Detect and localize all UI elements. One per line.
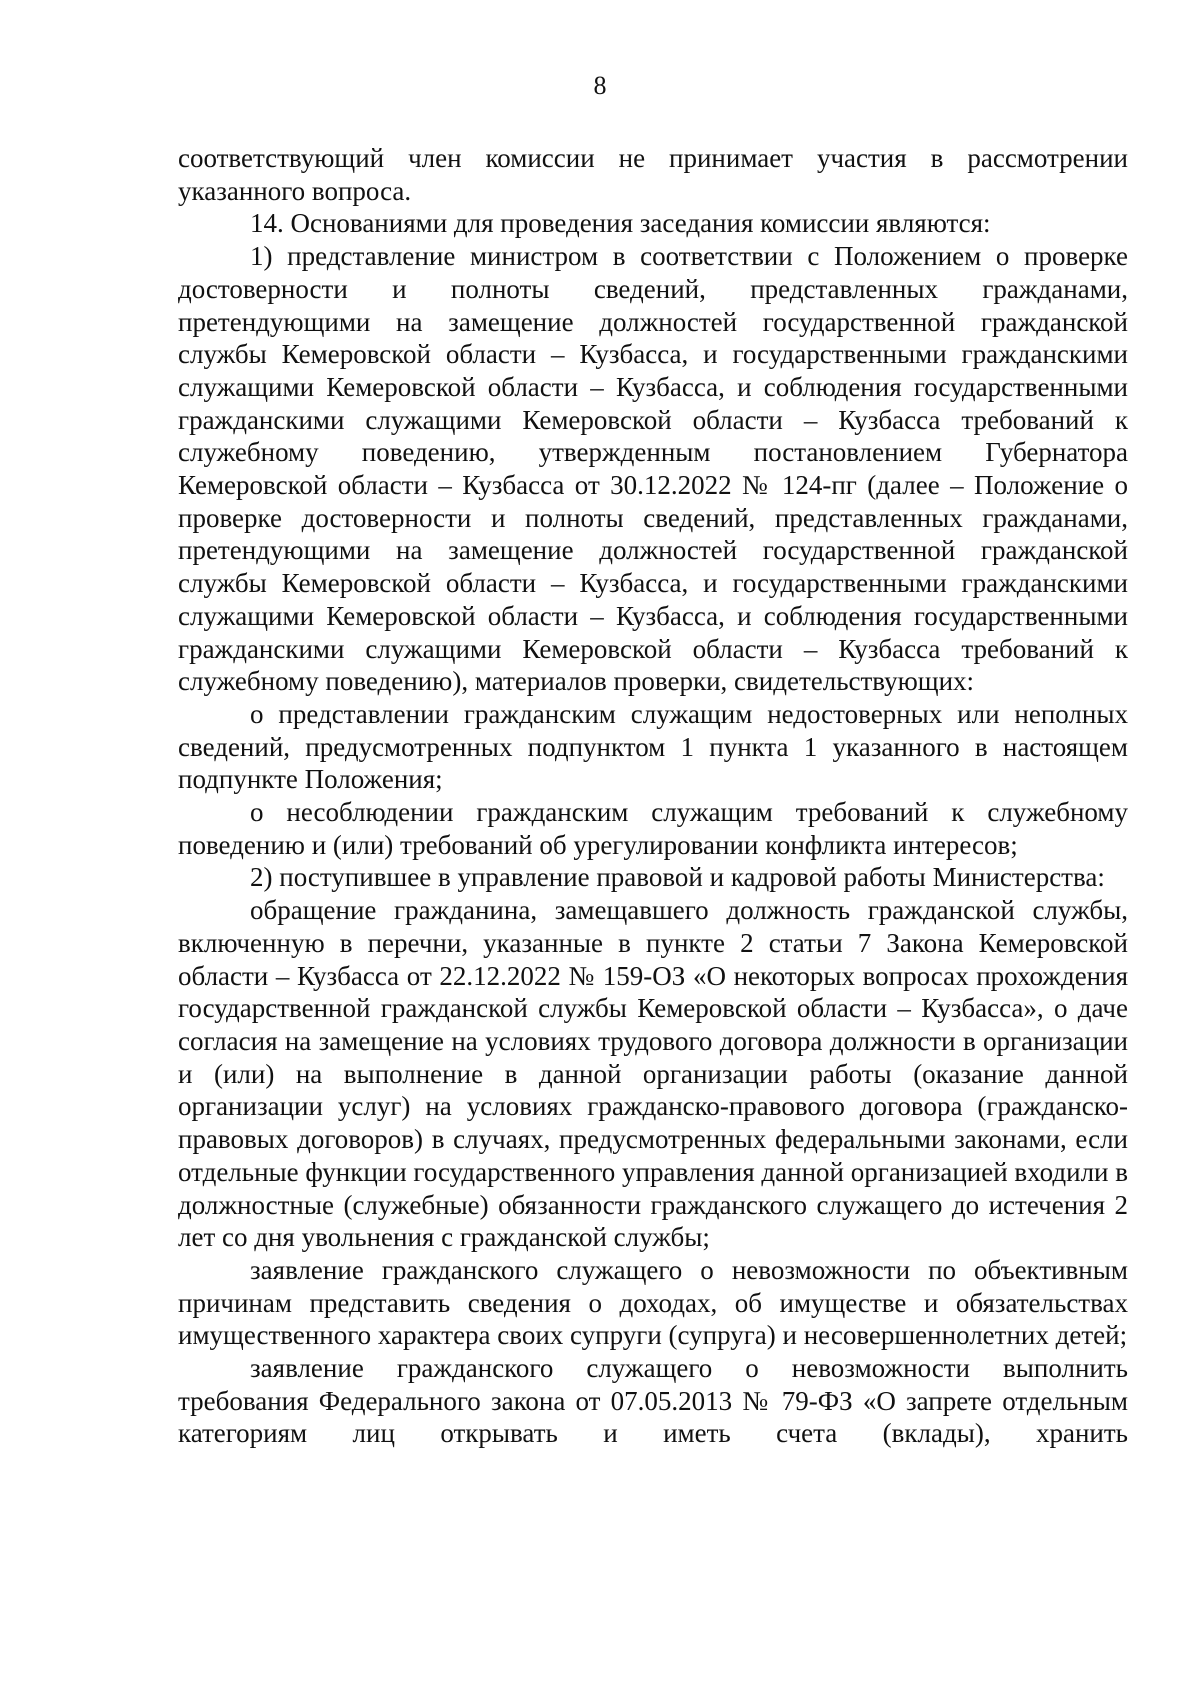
document-body — [178, 142, 1128, 1450]
paragraph-federal-law: заявление гражданского служащего о невозможности выполнить требования Федерального закона от 07.05.2013 № 79-ФЗ «О запрете отдельным категориям лиц открывать и иметь счета (вклады), хранить — [178, 1353, 1128, 1449]
paragraph-inaccurate-info: о представлении гражданским служащим недостоверных или неполных сведений, предусмотренных подпунктом 1 пункта 1 указанного в настоящем подпункте Положения; — [178, 698, 1128, 795]
paragraph-income-statement: заявление гражданского служащего о невозможности по объективным причинам представить сведения о доходах, об имуществе и обязательствах имущественного характера своих супруги (супруга) и несовершеннолетних детей; — [178, 1254, 1128, 1351]
paragraph-noncompliance: о несоблюдении гражданским служащим требований к служебному поведению и (или) требований об урегулировании конфликта интересов; — [178, 797, 1128, 860]
paragraph-item-14: 14. Основаниями для проведения заседания комиссии являются: — [250, 208, 991, 239]
paragraph-subitem-1: 1) представление министром в соответствии с Положением о проверке достоверности и полноты сведений, представленных гражданами, претендующими на замещение должностей государственной гражданской службы Кемеровской области – Кузбасса, и государственными гражданскими служащими Кемеровской области – Кузбасса, и соблюдения государственными гражданскими служащими Кемеровской области – Кузбасса требований к служебному поведению, утвержденным постановлением Губернатора Кемеровской области – Кузбасса от 30.12.2022 № 124-пг (далее – Положение о проверке достоверности и полноты сведений, представленных гражданами, претендующими на замещение должностей государственной гражданской службы Кемеровской области – Кузбасса, и государственными гражданскими служащими Кемеровской области – Кузбасса, и соблюдения государственными гражданскими служащими Кемеровской области – Кузбасса требований к служебному поведению), материалов проверки, свидетельствующих: — [178, 241, 1128, 697]
paragraph-subitem-2: 2) поступившее в управление правовой и кадровой работы Министерства: — [250, 862, 1105, 893]
paragraph-continuation: соответствующий член комиссии не принимает участия в рассмотрении указанного вопроса. — [178, 143, 1128, 206]
page-number: 8 — [593, 71, 607, 100]
paragraph-citizen-appeal: обращение гражданина, замещавшего должность гражданской службы, включенную в перечни, указанные в пункте 2 статьи 7 Закона Кемеровской области – Кузбасса от 22.12.2022 № 159-ОЗ «О некоторых вопросах прохождения государственной гражданской службы Кемеровской области – Кузбасса», о даче согласия на замещение на условиях трудового договора должности в организации и (или) на выполнение в данной организации работы (оказание данной организации услуг) на условиях гражданско-правового договора (гражданско-правовых договоров) в случаях, предусмотренных федеральными законами, если отдельные функции государственного управления данной организацией входили в должностные (служебные) обязанности гражданского служащего до истечения 2 лет со дня увольнения с гражданской службы; — [178, 895, 1128, 1253]
